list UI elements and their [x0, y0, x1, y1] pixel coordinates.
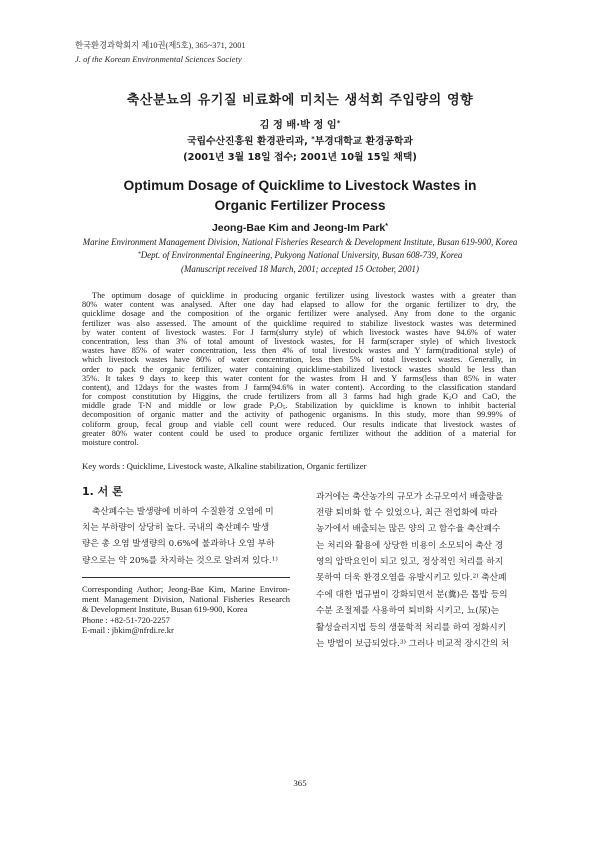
text-segment: . Stabilization by quicklime is known to inhibit bacterial	[285, 401, 516, 411]
body-text-line	[316, 587, 520, 603]
text-segment: 축산폐	[478, 573, 507, 584]
keywords-list: Quicklime, Livestock waste, Alkaline stabilization, Organic fertilizer	[126, 461, 367, 471]
korean-authors	[0, 119, 600, 133]
text-segment: The optimum dosage of quicklime in producing organic fertilizer using livestock wastes with a greater than	[92, 291, 516, 300]
footnote-line	[82, 594, 290, 604]
text-segment: 는 방법이 보급되었다.	[316, 639, 400, 650]
body-text-line	[316, 636, 520, 652]
abstract-line	[82, 429, 516, 438]
abstract-line	[82, 328, 516, 337]
english-author-names: Jeong-Bae Kim and Jeong-Im Park	[211, 222, 386, 234]
body-text-line	[82, 520, 290, 536]
text-segment: greater 80% water content could be used to produce organic fertilizer without the addition of a material for	[82, 428, 516, 438]
reference-marker: 3)	[399, 639, 406, 646]
body-text-line	[82, 504, 290, 520]
text-segment: 량은 총 오염 발생량의 0.6%에 불과하나 오염 부하	[82, 539, 275, 550]
subscript: 2	[273, 405, 277, 412]
abstract-line	[82, 374, 516, 383]
text-segment: content), and 12days for the wastes from J farm(94.6% in water content). According to the classification standard	[82, 382, 516, 392]
affiliation-marker: *	[336, 118, 341, 127]
body-text-line	[316, 570, 520, 586]
body-text-line	[82, 553, 290, 569]
keywords	[82, 461, 367, 472]
footnote-divider	[82, 577, 290, 578]
abstract-line	[82, 410, 516, 419]
journal-header	[75, 40, 246, 65]
affiliation-text: Dept. of Environmental Engineering, Pukyong National University, Busan 608-739, Korea	[140, 250, 463, 261]
english-title-line: Optimum Dosage of Quicklime to Livestock Wastes in	[123, 178, 477, 193]
english-title	[0, 176, 600, 216]
reference-marker: 2)	[472, 573, 479, 580]
body-text-line	[82, 536, 290, 552]
abstract-line	[82, 337, 516, 346]
body-text-line	[316, 603, 520, 619]
text-segment: wastes have 85% of water concentration, less then 4% of total livestock wastes and Y farm(traditional style) of	[82, 346, 516, 356]
affiliation-marker: *	[137, 251, 141, 258]
text-segment: 과거에는 축산농가의 규모가 소규모여서 배출량을	[316, 491, 504, 502]
abstract-line	[82, 291, 516, 300]
intro-left-column	[82, 504, 290, 570]
korean-affiliation-primary: 국립수산진흥원 환경관리과,	[187, 135, 312, 147]
text-segment: 수분 조절제를 사용하여 퇴비화 시키고, 뇨(尿)는	[316, 606, 500, 617]
page-number: 365	[293, 778, 307, 788]
text-segment: 활성슬러지법 등의 생물학적 처리를 하여 정화시키	[316, 622, 507, 633]
text-segment: 는 처리와 활용에 상당한 비용이 소모되어 축산 경	[316, 540, 504, 551]
body-text-line	[316, 538, 520, 554]
text-segment: fertilizer was also assessed. The amount of the quicklime required to stabilize livestock wastes was determined	[82, 318, 516, 328]
korean-author-names: 김 정 배·박 정 임	[259, 120, 337, 131]
text-segment: decomposition of organic matter and the activity of pathogenic organisms. In this study, more than 99.99% of	[82, 410, 516, 420]
text-segment: 전량 퇴비화 할 수 있었으나, 최근 전업화에 따라	[316, 507, 498, 518]
text-segment: 치는 부하량이 상당히 높다. 국내의 축산폐수 발생	[82, 522, 270, 533]
body-text-line	[316, 620, 520, 636]
korean-dates: (2001년 3월 18일 접수; 2001년 10월 15일 채택)	[183, 151, 417, 163]
body-text-line	[316, 505, 520, 521]
korean-title: 축산분뇨의 유기질 비료화에 미치는 생석회 주입량의 영향	[126, 93, 474, 108]
manuscript-dates: (Manuscript received 18 March, 2001; accepted 15 October, 2001)	[181, 263, 419, 274]
body-text-line	[316, 489, 520, 505]
subscript: 2	[448, 396, 452, 403]
text-segment: which livestock wastes have 80% of water concentration, less then 5% of total livestock wastes. Generally, in	[82, 355, 516, 365]
text-segment: Phone : +82-51-720-2257	[82, 614, 170, 625]
subscript: 5	[282, 405, 286, 412]
english-affiliations	[0, 236, 600, 276]
abstract-line	[82, 309, 516, 318]
footnote-line	[82, 625, 290, 635]
text-segment: 영의 압박요인이 되고 있고, 정상적인 처리를 하지	[316, 557, 504, 568]
text-segment: concentration, less than 3% of total amount of livestock wastes, for H farm(scraper style) of which livestock	[82, 336, 516, 346]
affiliation-line	[0, 249, 600, 262]
footnote-line	[82, 584, 290, 594]
text-segment: E-mail : jbkim@nfrdi.re.kr	[82, 624, 174, 635]
abstract-line	[82, 300, 516, 309]
text-segment: Corresponding Author; Jeong-Bae Kim, Marine Environ-	[82, 584, 290, 594]
affiliation-line: Marine Environment Management Division, National Fisheries Research & Development Institute, Busan 619-900, Korea	[82, 237, 518, 247]
korean-affiliation-secondary: 부경대학교 환경공학과	[314, 135, 413, 147]
journal-citation-korean: 한국환경과학회지 제10권(제5호), 365~371, 2001	[75, 41, 246, 50]
intro-right-column	[316, 489, 520, 653]
abstract	[82, 291, 516, 447]
text-segment: ment Management Division, National Fisheries Research	[82, 594, 290, 605]
reference-marker: 1)	[271, 556, 278, 563]
text-segment: & Development Institute, Busan 619-900, Korea	[82, 604, 248, 615]
footnote-line	[82, 604, 290, 614]
abstract-line	[82, 438, 516, 447]
abstract-line	[82, 355, 516, 364]
abstract-line	[82, 420, 516, 429]
korean-affiliation	[0, 135, 600, 149]
abstract-line	[82, 392, 516, 401]
english-authors	[0, 221, 600, 235]
footnote-line	[82, 615, 290, 625]
text-segment: O	[276, 401, 283, 411]
abstract-line	[82, 383, 516, 392]
body-text-line	[316, 554, 520, 570]
affiliation-marker: *	[311, 134, 315, 143]
text-segment: 수에 대한 법규범이 강화되면서 분(糞)은 톱밥 등의	[316, 589, 508, 600]
text-segment: moisture control.	[82, 438, 139, 447]
abstract-line	[82, 319, 516, 328]
text-segment: 그러나 비교적 장시간의 처	[405, 639, 510, 650]
abstract-line	[82, 365, 516, 374]
text-segment: for compost constitution by Higgins, the crude fertilizers from all 3 farms had high grade K	[82, 392, 449, 402]
section-heading: 1. 서 론	[82, 485, 123, 498]
abstract-line	[82, 401, 516, 410]
text-segment: 량으로는 약 20%를 차지하는 것으로 알려져 있다.	[82, 555, 272, 566]
corresponding-author-footnote	[82, 584, 290, 635]
text-segment: O and CaO, the	[451, 392, 516, 402]
text-segment: coliform group, fecal group and viable cell count were reduced. Our results indicate that livestock wastes of	[82, 419, 516, 429]
english-title-line: Organic Fertilizer Process	[214, 198, 386, 213]
text-segment: order to pack the organic fertilizer, water containing quicklime-stabilized livestock wastes should be less than	[82, 364, 516, 374]
text-segment: 축산폐수는 발생량에 비하여 수질환경 오염에 미	[92, 506, 274, 517]
journal-name-english: J. of the Korean Environmental Sciences Society	[75, 53, 242, 64]
text-segment: quicklime dosage and the composition of the organic fertilizer were analysed. Any from done to the organic	[82, 309, 516, 319]
text-segment: 80% water content was analysed. After one day had elapsed to allow for the organic fertilizer to dry, the	[82, 300, 516, 310]
affiliation-marker: *	[385, 221, 389, 230]
text-segment: 못하여 더욱 환경오염을 유발시키고 있다.	[316, 573, 473, 584]
text-segment: by water content of livestock wastes. For J farm(slurry style) of which livestock wastes have 94.6% of water	[82, 327, 516, 337]
text-segment: middle grade T-N and middle or low grade P	[82, 401, 274, 411]
text-segment: 농가에서 배출되는 많은 양의 고 함수율 축산폐수	[316, 524, 501, 535]
text-segment: 35%. It takes 9 days to keep this water content for the wastes from H and Y farms(less than 85% in water	[82, 373, 516, 383]
abstract-line	[82, 346, 516, 355]
body-text-line	[316, 521, 520, 537]
keywords-label: Key words :	[82, 461, 127, 471]
